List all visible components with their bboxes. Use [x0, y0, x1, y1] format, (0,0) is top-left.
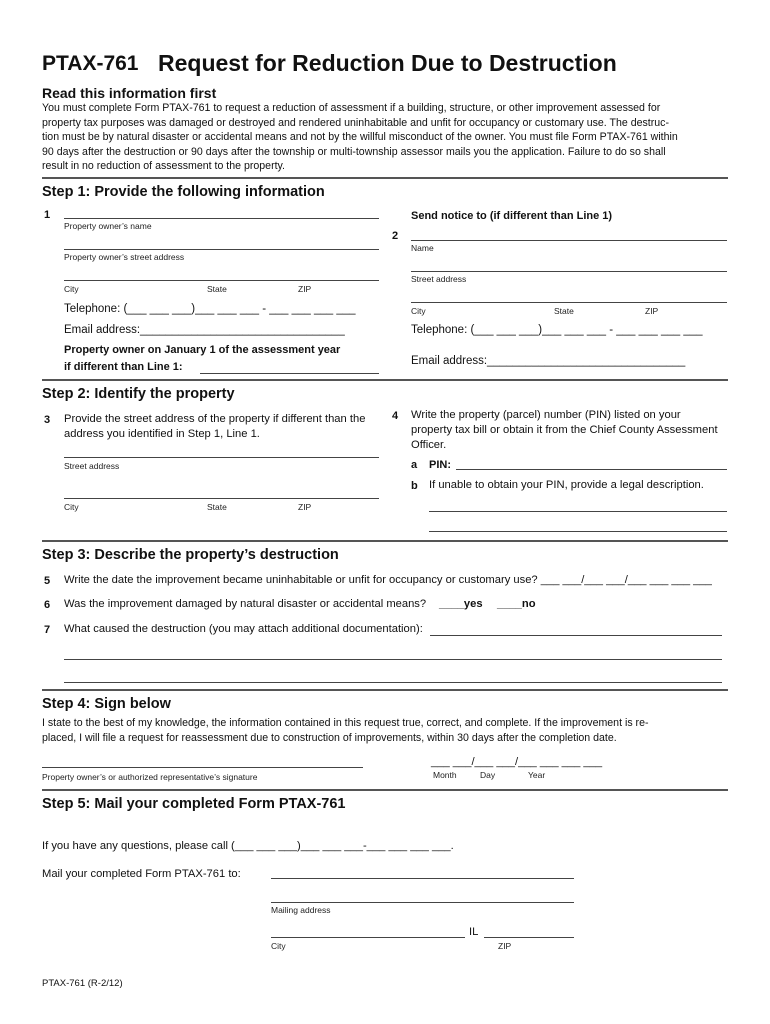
line-number: 5	[44, 575, 51, 587]
form-title: Request for Reduction Due to Destruction	[158, 50, 617, 76]
zip-label: ZIP	[298, 284, 312, 294]
owner-email-field[interactable]: Email address:________________________________	[64, 324, 345, 336]
signature-field[interactable]	[42, 767, 363, 768]
form-id: PTAX-761	[42, 52, 139, 75]
owner-street-field[interactable]	[64, 249, 379, 250]
line-number: 3	[44, 414, 51, 426]
intro-line: You must complete Form PTAX-761 to request a reduction of assessment if a building, structure, or other improvement assessed for	[42, 102, 661, 114]
mail-to-text: Mail your completed Form PTAX-761 to:	[42, 868, 241, 880]
line-number: 4	[392, 410, 399, 422]
questions-phone-text: If you have any questions, please call (___ ___ ___)___ ___ ___-___ ___ ___ ___.	[42, 840, 454, 852]
year-label: Year	[528, 770, 546, 780]
pin-field[interactable]	[456, 469, 727, 470]
step5-heading: Step 5: Mail your completed Form PTAX-761	[42, 796, 346, 812]
statement-line: I state to the best of my knowledge, the information contained in this request true, correct, and complete. If the improvement is re-	[42, 717, 649, 729]
mailing-city-line	[271, 937, 465, 938]
notice-city-state-zip-field[interactable]	[411, 302, 727, 303]
item-letter: a	[411, 459, 418, 471]
zip-label: ZIP	[298, 502, 312, 512]
owner-jan1-label: Property owner on January 1 of the assessment year	[64, 344, 341, 356]
day-label: Day	[480, 770, 496, 780]
owner-jan1-label-2: if different than Line 1:	[64, 361, 183, 373]
intro-paragraph	[42, 101, 732, 174]
step4-heading: Step 4: Sign below	[42, 696, 171, 712]
mailing-address-line	[271, 902, 574, 903]
legal-description-field[interactable]	[429, 511, 727, 512]
city-label: City	[64, 284, 79, 294]
notice-name-label: Name	[411, 243, 434, 253]
step1-heading: Step 1: Provide the following information	[42, 184, 325, 200]
intro-line: 90 days after the destruction or 90 days after the township or multi-township assessor mails you the application. Failure to do so shall	[42, 145, 666, 158]
mailing-address-label: Mailing address	[271, 905, 331, 915]
step2-heading: Step 2: Identify the property	[42, 386, 235, 402]
city-label: City	[271, 941, 286, 951]
destruction-date-field[interactable]: Write the date the improvement became uninhabitable or unfit for occupancy or customary use? ___ ___/___ ___/___ ___ ___ ___	[64, 574, 712, 586]
line3-text-1: Provide the street address of the property if different than the	[64, 413, 366, 425]
state-label: State	[554, 306, 574, 316]
legal-description-field[interactable]	[429, 531, 727, 532]
item-letter: b	[411, 480, 418, 492]
signature-date-field[interactable]: ___ ___/___ ___/___ ___ ___ ___	[431, 756, 603, 768]
line4-text-2: property tax bill or obtain it from the Chief County Assessment	[411, 424, 718, 436]
line4-text-1: Write the property (parcel) number (PIN) listed on your	[411, 409, 681, 421]
owner-street-label: Property owner’s street address	[64, 252, 185, 262]
step4-statement	[42, 716, 649, 745]
month-label: Month	[433, 770, 457, 780]
line4-text-3: Officer.	[411, 439, 447, 451]
owner-name-field[interactable]	[64, 218, 379, 219]
owner-jan1-field[interactable]	[200, 373, 379, 374]
line-number: 7	[44, 624, 51, 636]
destruction-cause-field[interactable]	[64, 682, 722, 683]
intro-line: property tax purposes was damaged or destroyed and rendered uninhabitable and unfit for occupancy or customary use. The destruc-	[42, 116, 669, 129]
notice-email-field[interactable]: Email address:_______________________________	[411, 355, 686, 367]
divider	[42, 789, 728, 791]
intro-line: tion must be by natural disaster or accidental means and not by the willful misconduct of the owner. You must file Form PTAX-761 within	[42, 131, 678, 144]
line3-text	[64, 412, 365, 442]
state-il-label: IL	[469, 926, 479, 938]
destruction-cause-field[interactable]	[430, 635, 722, 636]
step3-heading: Step 3: Describe the property’s destruction	[42, 547, 339, 563]
owner-name-label: Property owner’s name	[64, 221, 152, 231]
owner-telephone-field[interactable]: Telephone: (___ ___ ___)___ ___ ___ - ___ ___ ___ ___	[64, 303, 356, 315]
property-city-state-zip-field[interactable]	[64, 498, 379, 499]
zip-label: ZIP	[498, 941, 512, 951]
damage-cause-question: Was the improvement damaged by natural disaster or accidental means?	[64, 598, 427, 610]
pin-label: PIN:	[429, 459, 451, 471]
legal-description-prompt: If unable to obtain your PIN, provide a legal description.	[429, 479, 704, 491]
no-option[interactable]: ____no	[497, 598, 536, 610]
divider	[42, 540, 728, 542]
signature-label: Property owner’s or authorized representative’s signature	[42, 772, 258, 782]
form-revision: PTAX-761 (R-2/12)	[42, 978, 123, 989]
city-label: City	[411, 306, 426, 316]
send-notice-heading: Send notice to (if different than Line 1)	[411, 210, 613, 222]
destruction-cause-prompt: What caused the destruction (you may attach additional documentation):	[64, 623, 423, 635]
line3-text-2: address you identified in Step 1, Line 1.	[64, 428, 260, 440]
divider	[42, 689, 728, 691]
divider	[42, 177, 728, 179]
owner-city-state-zip-field[interactable]	[64, 280, 379, 281]
notice-street-field[interactable]	[411, 271, 727, 272]
notice-name-field[interactable]	[411, 240, 727, 241]
city-label: City	[64, 502, 79, 512]
intro-line: result in no reduction of assessment to the property.	[42, 160, 285, 173]
yes-option[interactable]: ____yes	[439, 598, 483, 610]
state-label: State	[207, 284, 227, 294]
divider	[42, 379, 728, 381]
statement-line: placed, I will file a request for reassessment due to construction of improvements, within 30 days after the completion date.	[42, 731, 617, 744]
property-street-field[interactable]	[64, 457, 379, 458]
line-number: 6	[44, 599, 51, 611]
intro-heading: Read this information first	[42, 85, 217, 101]
zip-label: ZIP	[645, 306, 659, 316]
line4-text	[411, 408, 718, 453]
line-number: 2	[392, 230, 399, 242]
street-label: Street address	[64, 461, 120, 471]
destruction-cause-field[interactable]	[64, 659, 722, 660]
notice-street-label: Street address	[411, 274, 467, 284]
mailing-address-line	[271, 878, 574, 879]
line-number: 1	[44, 209, 51, 221]
mailing-zip-line	[484, 937, 574, 938]
notice-telephone-field[interactable]: Telephone: (___ ___ ___)___ ___ ___ - ___ ___ ___ ___	[411, 324, 703, 336]
state-label: State	[207, 502, 227, 512]
